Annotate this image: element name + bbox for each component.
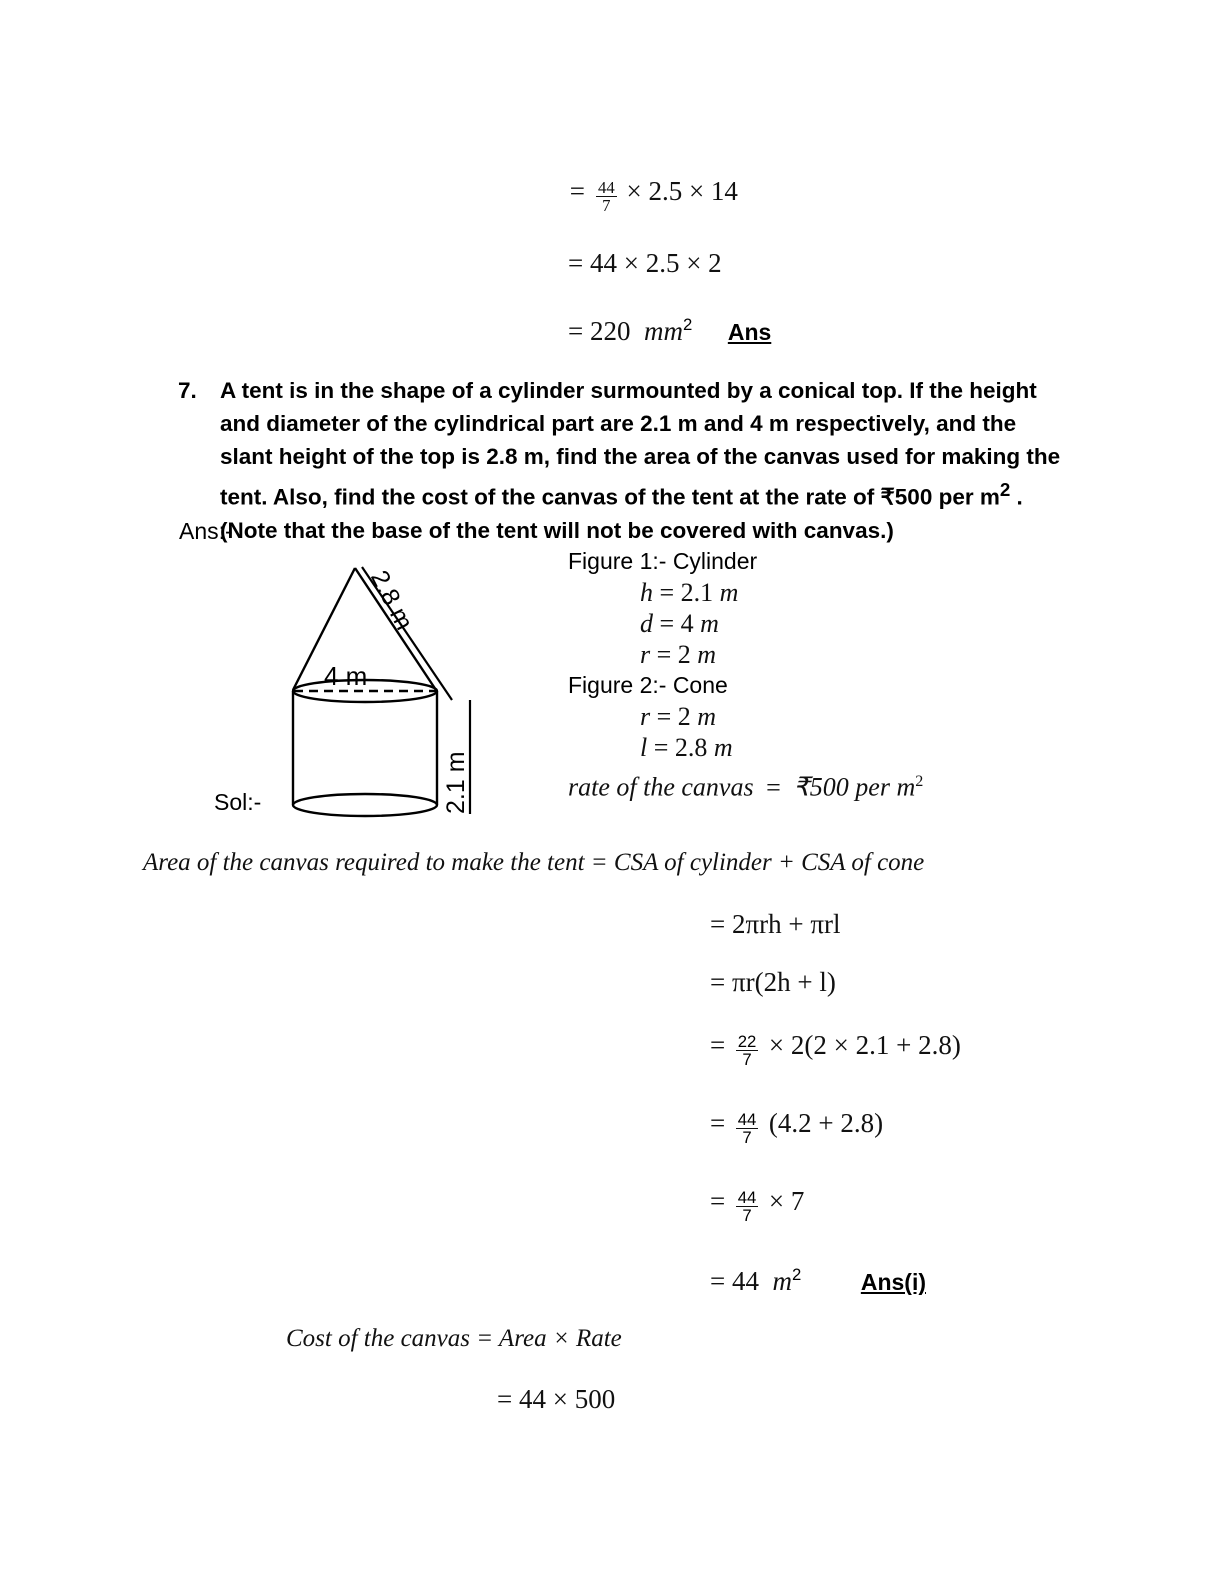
rate-exponent: 2 <box>915 773 924 790</box>
figure1-d-value: 4 <box>680 609 694 638</box>
question-text-main: A tent is in the shape of a cylinder surmounted by a conical top. If the height and diameter of the cylindrical part are 2.1 m and 4 m respectively, and the slant height of the top is 2.8 m, find the area of the canvas used for making the tent. Also, find the cost of the canvas of the tent at the rate of ₹500 per m <box>220 378 1061 510</box>
solution-step-formula: = 2πrh + πrl <box>710 909 841 939</box>
figure1-r-symbol: r <box>640 640 651 669</box>
solution-step-substituted <box>710 1030 961 1068</box>
equation-line-3 <box>568 315 771 347</box>
figure1-value-r: r = 2 m <box>640 640 717 669</box>
equation-3-unit: mm <box>644 316 683 346</box>
figure1-h-unit: m <box>719 578 739 607</box>
question-text <box>220 374 1072 547</box>
step-44-7-rest: (4.2 + 2.8) <box>768 1108 884 1138</box>
diameter-label: 4 m <box>324 661 368 691</box>
figure1-h-symbol: h <box>640 578 653 607</box>
equation-3-exponent: 2 <box>683 315 693 334</box>
cost-step-multiply: = 44 × 500 <box>497 1384 616 1414</box>
slant-height-label: 2.8 m <box>365 566 419 635</box>
given-data-block <box>568 546 923 807</box>
rate-label: rate of the canvas <box>568 772 754 802</box>
figure2-value-l: l = 2.8 m <box>640 733 733 762</box>
equation-line-1 <box>568 176 738 214</box>
solution-step-area-result <box>710 1265 926 1297</box>
sol-label: Sol:- <box>214 789 262 815</box>
solution-headline: Area of the canvas required to make the tent = CSA of cylinder + CSA of cone <box>143 849 925 876</box>
solution-step-44-7-times-7 <box>710 1186 804 1224</box>
fraction-44-over-7 <box>596 179 617 214</box>
tent-diagram <box>270 548 530 838</box>
fraction-44-over-7 <box>736 1111 759 1146</box>
figure2-r-symbol: r <box>640 702 651 731</box>
figure1-h-value: 2.1 <box>680 578 714 607</box>
fraction-denominator: 7 <box>742 1050 752 1070</box>
figure1-d-unit: m <box>700 609 719 638</box>
answer-tag: Ans <box>727 319 772 345</box>
step-substituted-prefix: = <box>710 1030 726 1060</box>
fraction-numerator: 44 <box>737 1110 757 1130</box>
step-44-7-prefix: = <box>710 1108 726 1138</box>
ans-label: Ans:- <box>179 518 233 544</box>
fraction-numerator: 44 <box>737 1188 757 1208</box>
fraction-denominator: 7 <box>742 1206 752 1226</box>
figure2-r-value: 2 <box>677 702 691 731</box>
rate-line: rate of the canvas = ₹500 per $m^2$ <box>568 772 924 802</box>
question-number: 7. <box>178 378 197 403</box>
area-result-exponent: 2 <box>792 1265 802 1284</box>
solution-step-44-7 <box>710 1108 883 1146</box>
equation-line-2: = 44 × 2.5 × 2 <box>568 248 722 278</box>
solution-step-factored: = πr(2h + l) <box>710 967 836 997</box>
figure1-r-unit: m <box>697 640 717 669</box>
figure1-value-h: h = 2.1 m <box>640 578 739 607</box>
figure2-l-value: 2.8 <box>674 733 708 762</box>
figure1-value-d: d = 4 m <box>640 609 719 638</box>
step-44-7-x7-prefix: = <box>710 1186 726 1216</box>
figure2-l-symbol: l <box>640 733 648 762</box>
figure2-title: Figure 2:- Cone <box>568 672 728 698</box>
fraction-numerator: 22 <box>737 1032 757 1052</box>
cylinder-bottom-ellipse <box>293 794 437 816</box>
area-result-value: = 44 <box>710 1266 759 1296</box>
figure1-title: Figure 1:- Cylinder <box>568 548 758 574</box>
equation-3-value: = 220 <box>568 316 631 346</box>
fraction-numerator: 44 <box>597 178 615 198</box>
cylinder-height-label: 2.1 m <box>442 751 470 814</box>
fraction-44-over-7 <box>736 1189 759 1224</box>
question-exponent: 2 <box>999 479 1011 500</box>
answer-tag-i: Ans(i) <box>860 1269 926 1295</box>
figure2-l-unit: m <box>713 733 733 762</box>
figure1-d-symbol: d <box>640 609 653 638</box>
area-result-unit: m <box>772 1266 792 1296</box>
equation-1-rest: × 2.5 × 14 <box>626 176 738 206</box>
figure2-value-r: r = 2 m <box>640 702 717 731</box>
question-text-end: . (Note that the base of the tent will not be covered with canvas.) <box>220 484 1023 543</box>
figure2-r-unit: m <box>697 702 717 731</box>
rate-value: ₹500 per m <box>793 772 916 802</box>
step-44-7-x7-rest: × 7 <box>768 1186 805 1216</box>
fraction-denominator: 7 <box>602 196 611 216</box>
equation-1-prefix: = <box>568 176 587 206</box>
figure1-r-value: 2 <box>677 640 691 669</box>
fraction-denominator: 7 <box>742 1128 752 1148</box>
question-block <box>178 374 1072 547</box>
cost-headline: Cost of the canvas = Area × Rate <box>286 1325 622 1352</box>
step-substituted-rest: × 2(2 × 2.1 + 2.8) <box>768 1030 961 1060</box>
fraction-22-over-7 <box>736 1033 759 1068</box>
